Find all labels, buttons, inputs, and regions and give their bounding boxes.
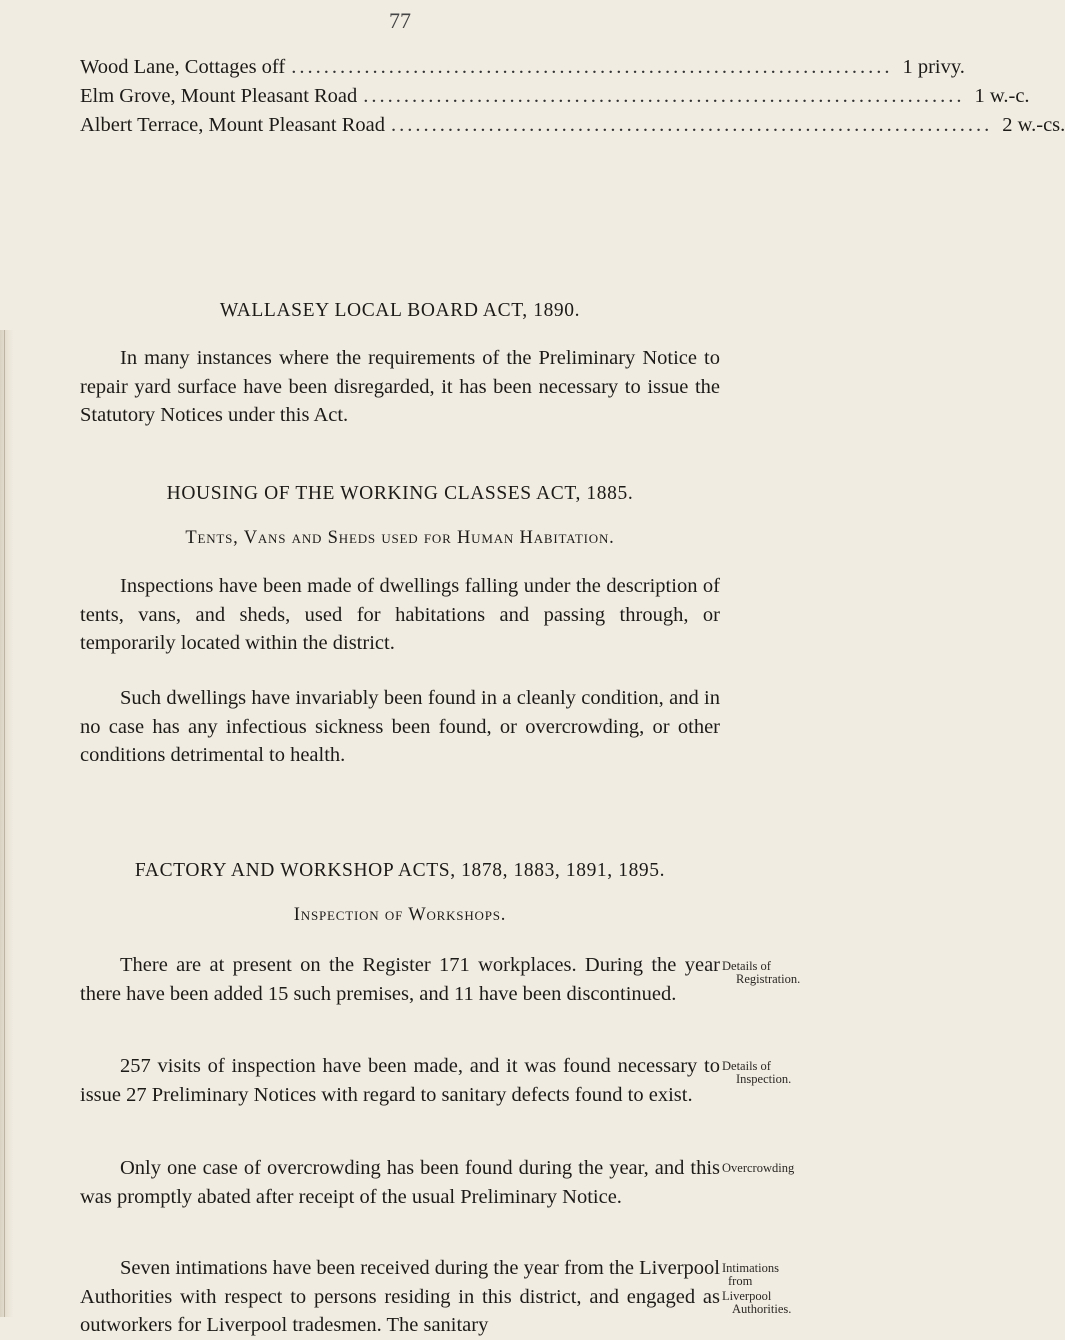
margin-note-line: Overcrowding — [722, 1161, 795, 1175]
overcrowding-paragraph: Only one case of overcrowding has been found during the year, and this was promptly abated after receipt of the usual Preliminary Notice. — [80, 1157, 720, 1208]
housing-paragraph-1: Inspections have been made of dwellings falling under the description of tents, vans, and sheds, used for habitations and passing through, or temporarily located within the district. — [80, 575, 720, 654]
margin-note-line: Details of — [722, 959, 771, 973]
inspection-paragraph: 257 visits of inspection have been made, and it was found necessary to issue 27 Preliminary Notices with regard to sanitary defects found to exist. — [80, 1055, 720, 1106]
factory-act-heading: FACTORY AND WORKSHOP ACTS, 1878, 1883, 1891, 1895. — [134, 860, 666, 881]
list-item-count: 1 privy. — [902, 56, 965, 78]
margin-note-line: Details of — [722, 1059, 771, 1073]
margin-note-line: Inspection. — [736, 1072, 792, 1086]
housing-paragraph-2: Such dwellings have invariably been found in a cleanly condition, and in no case has any infectious sickness been found, or overcrowding, or other conditions detrimental to health. — [80, 687, 720, 766]
wallasey-paragraph: In many instances where the requirements of the Preliminary Notice to repair yard surface have been disregarded, it has been necessary to issue the Statutory Notices under this Act. — [80, 347, 720, 426]
list-item-place: Wood Lane, Cottages off — [80, 56, 286, 78]
margin-note-registration — [722, 960, 802, 986]
closets-list — [80, 56, 1065, 143]
list-item-place: Elm Grove, Mount Pleasant Road — [80, 85, 358, 107]
registration-paragraph: There are at present on the Register 171 workplaces. During the year there have been added 15 such premises, and 11 have been discontinued. — [80, 954, 720, 1005]
wallasey-act-heading: WALLASEY LOCAL BOARD ACT, 1890. — [219, 300, 581, 321]
list-item-place: Albert Terrace, Mount Pleasant Road — [80, 114, 386, 136]
housing-subheading: Tents, Vans and Sheds used for Human Habitation. — [185, 528, 615, 548]
leader-dots: .......................................................................... — [291, 56, 893, 78]
margin-note-line: Liverpool — [722, 1289, 772, 1303]
margin-note-line: Registration. — [736, 972, 801, 986]
margin-note-line: Authorities. — [732, 1302, 792, 1316]
margin-note-line: Intimations — [722, 1261, 779, 1275]
page-edge — [0, 330, 14, 1317]
margin-note-liverpool — [722, 1290, 802, 1316]
margin-note-overcrowding — [722, 1162, 802, 1175]
list-item — [80, 56, 965, 85]
factory-subheading: Inspection of Workshops. — [293, 905, 507, 925]
margin-note-intimations — [722, 1262, 802, 1288]
page-number: 77 — [389, 8, 411, 33]
margin-note-inspection — [722, 1060, 802, 1086]
list-item — [80, 85, 1030, 114]
list-item-count: 2 w.-cs. — [1002, 114, 1065, 136]
housing-act-heading: HOUSING OF THE WORKING CLASSES ACT, 1885. — [166, 483, 634, 504]
leader-dots: .......................................................................... — [391, 114, 993, 136]
list-item-count: 1 w.-c. — [974, 85, 1030, 107]
list-item — [80, 114, 1065, 143]
leader-dots: .......................................................................... — [363, 85, 965, 107]
intimations-paragraph: Seven intimations have been received during the year from the Liverpool Authorities with respect to persons residing in this district, and engaged as outworkers for Liverpool tradesmen. The sanitary — [80, 1257, 720, 1336]
margin-note-line: from — [728, 1274, 753, 1288]
